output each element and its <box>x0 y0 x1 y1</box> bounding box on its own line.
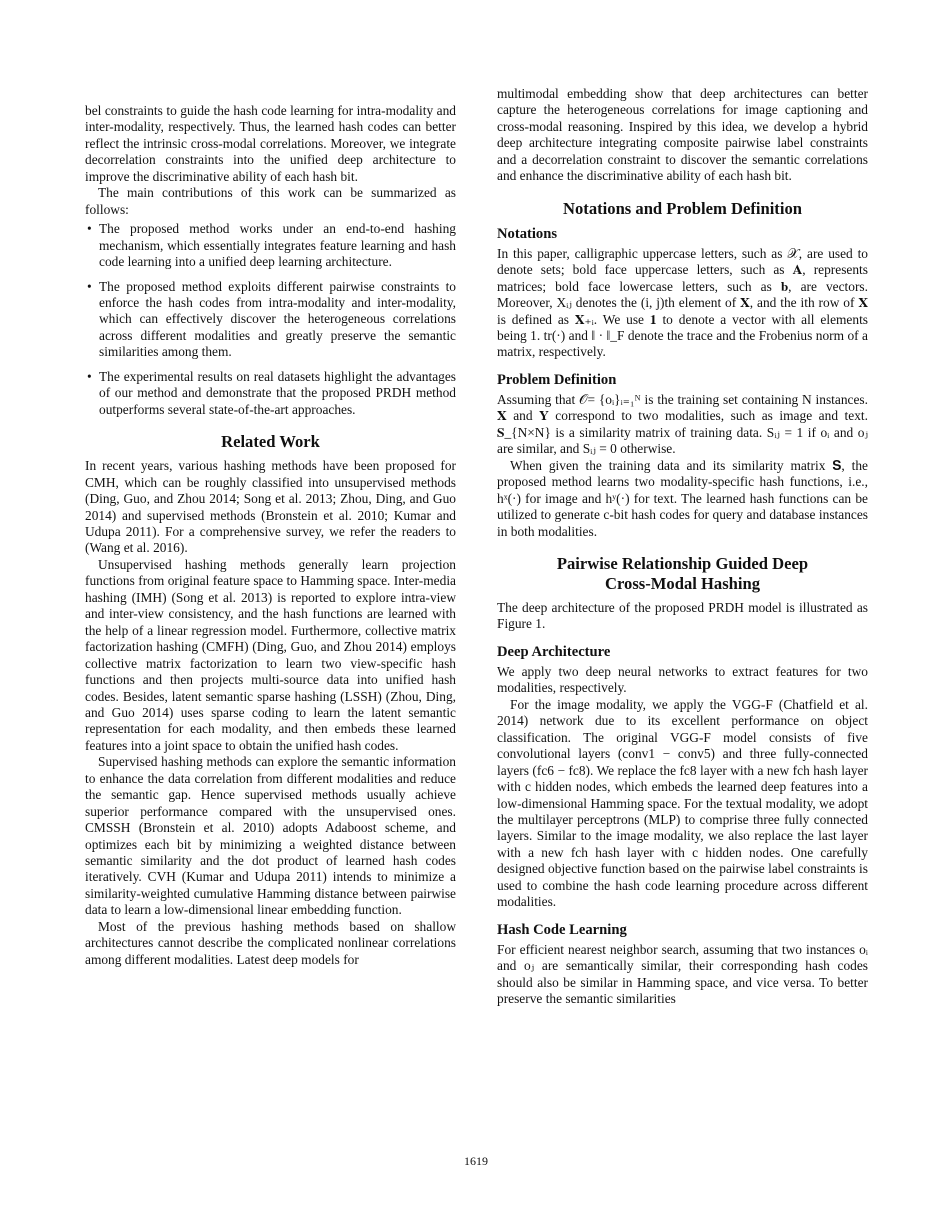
list-item: • The experimental results on real datasets highlight the advantages of our method and demonstrate that the proposed PRDH method outperforms several state-of-the-art approaches. <box>87 368 456 417</box>
paragraph: Most of the previous hashing methods based on shallow architectures cannot describe the complicated nonlinear correlations among different modalities. Latest deep models for <box>85 918 456 967</box>
left-column <box>85 103 456 968</box>
paragraph: We apply two deep neural networks to extract features for two modalities, respectively. <box>497 663 868 696</box>
section-heading: Pairwise Relationship Guided Deep Cross-Modal Hashing <box>556 553 809 593</box>
bullet-icon: • <box>87 278 92 294</box>
subsection-heading: Problem Definition <box>497 371 617 388</box>
paragraph: Unsupervised hashing methods generally learn projection functions from original feature space to Hamming space. Inter-media hashing (IMH) (Song et al. 2013) is reported to explore intra-view and inter-view consistency, and the hash functions are learned with the help of a linear regression model. Furthermore, collective matrix factorization hashing (CMFH) (Ding, Guo, and Zhou 2014) employs collective matrix factorization to learn two view-specific hash functions and then projects multi-source data into unified hash codes. Besides, latent semantic sparse hashing (LSSH) (Zhou, Ding, and Guo 2014) uses sparse coding to learn the latent semantic representation for each modality, and then embeds these learned features into a joint space to obtain the unified hash codes. <box>85 556 456 753</box>
paragraph: For efficient nearest neighbor search, assuming that two instances oᵢ and oⱼ are semantically similar, their corresponding hash codes should also be similar in Hamming space, and vice versa. To better preserve the semantic similarities <box>497 941 868 1007</box>
subsection-heading: Hash Code Learning <box>497 921 627 938</box>
paragraph: In this paper, calligraphic uppercase letters, such as 𝒳, are used to denote sets; bold face uppercase letters, such as 𝐀, represents matrices; bold face lowercase letters, such as 𝐛, are vectors. Moreover, Xᵢⱼ denotes the (i, j)th element of 𝐗, and the ith row of 𝐗 is defined as 𝐗₊ᵢ. We use 𝟏 to denote a vector with all elements being 1. tr(·) and ‖ · ‖_F denote the trace and the Frobenius norm of a matrix, respectively. <box>497 245 868 360</box>
subsection-heading: Deep Architecture <box>497 643 611 660</box>
paragraph: In recent years, various hashing methods have been proposed for CMH, which can be roughly classified into unsupervised methods (Ding, Guo, and Zhou 2014; Song et al. 2013; Zhou, Ding, and Guo 2014) and supervised methods (Bronstein et al. 2010; Kumar and Udupa 2011). For a comprehensive survey, we refer the readers to (Wang et al. 2016). <box>85 458 456 556</box>
contributions-intro: The main contributions of this work can be summarized as follows: <box>85 185 456 217</box>
page-number: 1619 <box>464 1154 488 1168</box>
paragraph: The deep architecture of the proposed PRDH model is illustrated as Figure 1. <box>497 599 868 632</box>
intro-paragraph: bel constraints to guide the hash code learning for intra-modality and inter-modality, respectively. Thus, the learned hash codes can better reflect the intrinsic cross-modal correlations. Moreover, we integrate decorrelation constraints into the unified deep architecture to improve the discriminative ability of each hash bit. <box>85 103 456 184</box>
paragraph: When given the training data and its similarity matrix 𝐒, the proposed method learns two modality-specific hash functions, i.e., hˣ(·) for image and hʸ(·) for text. The learned hash functions can be utilized to generate c-bit hash codes for query and database instances in both modalities. <box>497 457 868 539</box>
paragraph: Assuming that 𝒪= {oᵢ}ᵢ₌₁ᴺ is the training set containing N instances. 𝐗 and 𝐘 correspond to two modalities, such as image and text. 𝐒_{N×N} is a similarity matrix of training data. Sᵢⱼ = 1 if oᵢ and oⱼ are similar, and Sᵢⱼ = 0 otherwise. <box>497 391 868 457</box>
subsection-heading: Notations <box>497 225 557 242</box>
bullet-icon: • <box>87 368 92 384</box>
right-column <box>497 86 868 1007</box>
contributions-list <box>85 221 456 418</box>
section-heading: Notations and Problem Definition <box>563 198 802 218</box>
list-item: • The proposed method works under an end-to-end hashing mechanism, which essentially integrates feature learning and hash code learning into a unified deep learning architecture. <box>87 221 456 270</box>
paragraph: For the image modality, we apply the VGG-F (Chatfield et al. 2014) network due to its excellent performance on object classification. The original VGG-F model consists of five convolutional layers (conv1 − conv5) and three fully-connected layers (fc6 − fc8). We replace the fc8 layer with a new fch hash layer with c hidden nodes, which embeds the learned deep features into a low-dimensional Hamming space. For the textual modality, we adopt the multilayer perceptrons (MLP) to comprise three fully connected layers. Similar to the image modality, we also replace the last layer with a new fch hash layer with c hidden nodes. One carefully designed objective function based on the pairwise label constraints is used to combine the hash code learning procedure across different modalities. <box>497 696 868 910</box>
related-work-heading: Related Work <box>221 432 320 452</box>
paragraph: Supervised hashing methods can explore the semantic information to enhance the data correlation from different modalities and reduce the semantic gap. Hence supervised methods usually achieve superior performance compared with the unsupervised ones. CMSSH (Bronstein et al. 2010) adopts Adaboost scheme, and optimizes each bit by minimizing a weighted distance between semantic similarity and the dot product of learned hash codes iteratively. CVH (Kumar and Udupa 2011) intends to minimize a similarity-weighted cumulative Hamming distance between pairwise data to learn a low-dimensional linear embedding function. <box>85 754 456 918</box>
bullet-icon: • <box>87 221 92 237</box>
list-item: • The proposed method exploits different pairwise constraints to enforce the hash codes from intra-modality and inter-modality, which can effectively discover the heterogeneous correlations across different modalities and greatly preserve the semantic similarities among them. <box>87 278 456 360</box>
paragraph: multimodal embedding show that deep architectures can better capture the heterogeneous correlations for image captioning and cross-modal reasoning. Inspired by this idea, we develop a hybrid deep architecture integrating composite pairwise label constraints and a decorrelation constraint to discover the semantic correlations and enhance the discriminative ability of each hash bit. <box>497 86 868 184</box>
